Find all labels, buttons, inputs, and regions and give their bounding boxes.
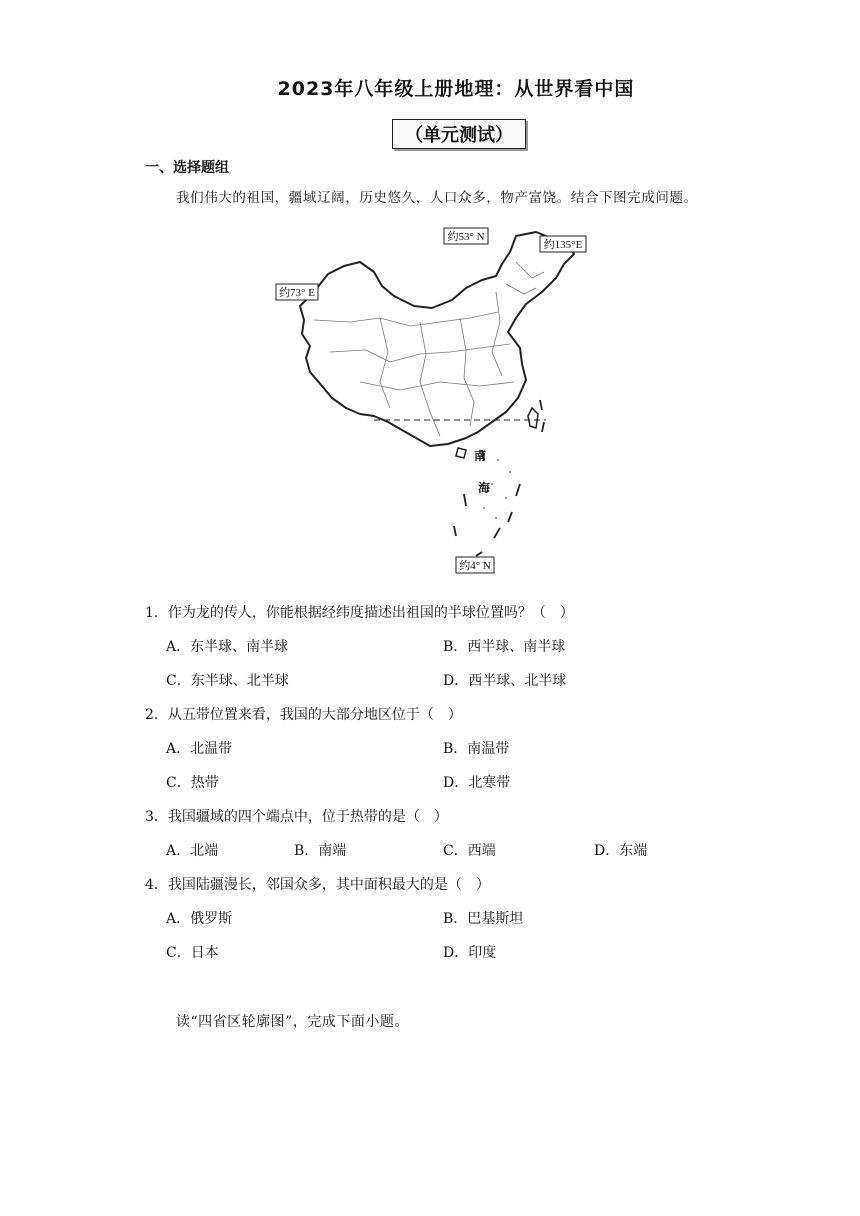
question-3-stem: 3．我国疆域的四个端点中，位于热带的是（ ） bbox=[145, 809, 448, 825]
sea-label-1: 南 bbox=[473, 449, 487, 463]
q3-option-d[interactable]: D．东端 bbox=[594, 843, 648, 859]
q3-option-a[interactable]: A．北端 bbox=[166, 843, 219, 859]
q4-option-c[interactable]: C．日本 bbox=[166, 945, 219, 961]
q2-option-b[interactable]: B．南温带 bbox=[443, 741, 510, 757]
intro-text: 我们伟大的祖国，疆域辽阔，历史悠久，人口众多，物产富饶。结合下图完成问题。 bbox=[176, 190, 698, 206]
q2-option-d[interactable]: D．北寒带 bbox=[443, 775, 511, 791]
taiwan-island bbox=[528, 408, 538, 428]
q3-option-b[interactable]: B．南端 bbox=[294, 843, 347, 859]
unit-test-badge: （单元测试） bbox=[392, 119, 526, 149]
q1-option-d[interactable]: D．西半球、北半球 bbox=[443, 673, 567, 689]
read-prompt: 读“四省区轮廓图”，完成下面小题。 bbox=[176, 1014, 409, 1030]
q2-option-c[interactable]: C．热带 bbox=[166, 775, 219, 791]
sea-label-2: 海 bbox=[477, 481, 491, 495]
west-label: 约73° E bbox=[279, 287, 315, 299]
q1-option-a[interactable]: A．东半球、南半球 bbox=[166, 639, 289, 655]
q1-option-c[interactable]: C．东半球、北半球 bbox=[166, 673, 289, 689]
hainan-island bbox=[456, 448, 466, 458]
north-label: 约53° N bbox=[447, 231, 485, 243]
question-1-stem: 1．作为龙的传人，你能根据经纬度描述出祖国的半球位置吗？（ ） bbox=[145, 605, 574, 621]
page-title: 2023年八年级上册地理：从世界看中国 bbox=[277, 78, 635, 100]
south-label: 约4° N bbox=[459, 560, 491, 572]
q1-option-b[interactable]: B．西半球、南半球 bbox=[443, 639, 566, 655]
q4-option-d[interactable]: D．印度 bbox=[443, 945, 497, 961]
mainland-outline bbox=[300, 232, 574, 446]
q3-option-c[interactable]: C．西端 bbox=[443, 843, 496, 859]
china-map-figure bbox=[270, 222, 590, 582]
q2-option-a[interactable]: A．北温带 bbox=[166, 741, 233, 757]
east-label: 约135°E bbox=[543, 239, 583, 251]
q4-option-b[interactable]: B．巴基斯坦 bbox=[443, 911, 524, 927]
section-heading: 一、选择题组 bbox=[145, 160, 229, 176]
question-2-stem: 2．从五带位置来看，我国的大部分地区位于（ ） bbox=[145, 707, 462, 723]
q4-option-a[interactable]: A．俄罗斯 bbox=[166, 911, 233, 927]
question-4-stem: 4．我国陆疆漫长，邻国众多，其中面积最大的是（ ） bbox=[145, 877, 490, 893]
